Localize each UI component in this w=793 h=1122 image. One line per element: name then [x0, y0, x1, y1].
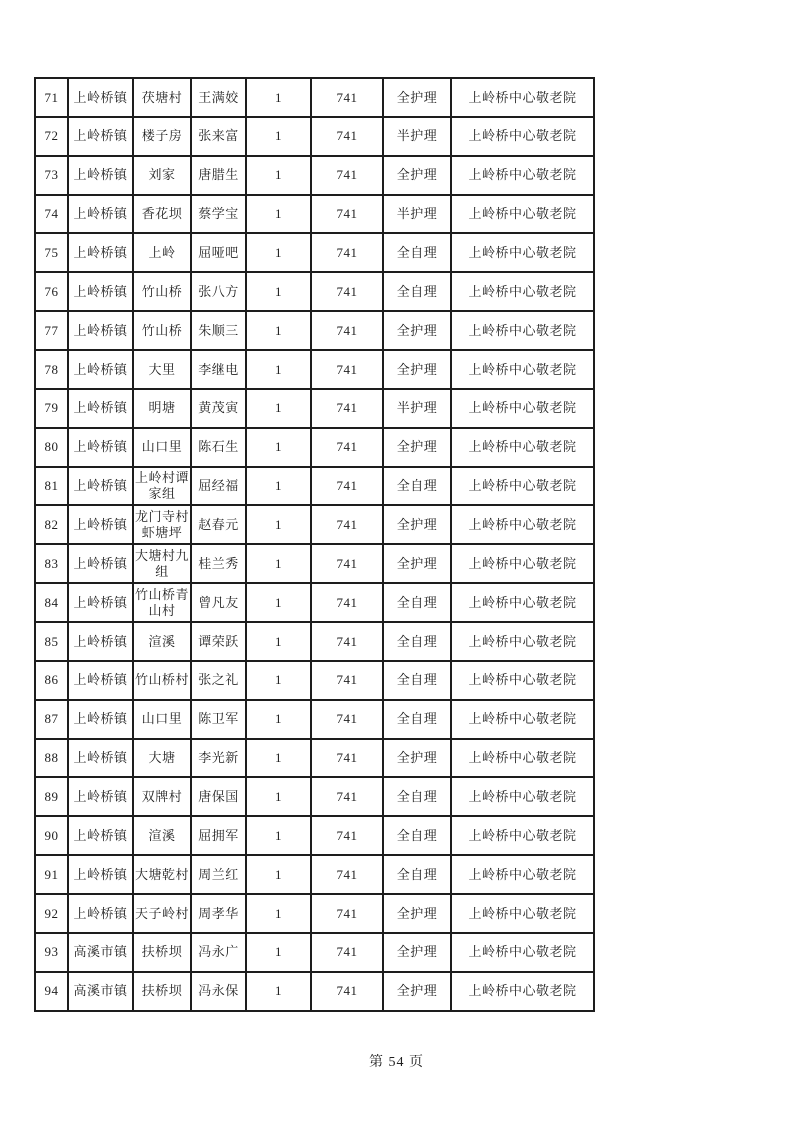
cell-seq: 85: [35, 622, 68, 661]
cell-amount: 741: [311, 544, 383, 583]
table-row: [35, 894, 594, 933]
cell-care-level: 全自理: [383, 855, 451, 894]
cell-town: 上岭桥镇: [68, 233, 133, 272]
cell-care-level: 全护理: [383, 505, 451, 544]
cell-town: 上岭桥镇: [68, 78, 133, 117]
cell-town: 上岭桥镇: [68, 428, 133, 467]
cell-amount: 741: [311, 505, 383, 544]
cell-village: 茯塘村: [133, 78, 191, 117]
cell-town: 上岭桥镇: [68, 505, 133, 544]
cell-facility: 上岭桥中心敬老院: [451, 972, 594, 1011]
cell-amount: 741: [311, 583, 383, 622]
cell-care-level: 全自理: [383, 467, 451, 506]
cell-seq: 91: [35, 855, 68, 894]
cell-care-level: 全护理: [383, 350, 451, 389]
cell-care-level: 全护理: [383, 739, 451, 778]
cell-care-level: 全自理: [383, 700, 451, 739]
cell-village: 龙门寺村虾塘坪: [133, 505, 191, 544]
cell-village: 大塘乾村: [133, 855, 191, 894]
cell-facility: 上岭桥中心敬老院: [451, 350, 594, 389]
cell-town: 上岭桥镇: [68, 389, 133, 428]
table-row: [35, 272, 594, 311]
cell-name: 张之礼: [191, 661, 246, 700]
cell-count: 1: [246, 894, 311, 933]
cell-amount: 741: [311, 78, 383, 117]
table-row: [35, 505, 594, 544]
cell-name: 周孝华: [191, 894, 246, 933]
cell-seq: 82: [35, 505, 68, 544]
cell-care-level: 全自理: [383, 777, 451, 816]
cell-town: 上岭桥镇: [68, 272, 133, 311]
cell-amount: 741: [311, 661, 383, 700]
cell-count: 1: [246, 233, 311, 272]
cell-care-level: 全护理: [383, 544, 451, 583]
table-row: [35, 156, 594, 195]
cell-count: 1: [246, 972, 311, 1011]
cell-name: 屈经福: [191, 467, 246, 506]
cell-count: 1: [246, 78, 311, 117]
cell-care-level: 全护理: [383, 428, 451, 467]
table-row: [35, 195, 594, 234]
cell-name: 屈哑吧: [191, 233, 246, 272]
cell-village: 山口里: [133, 428, 191, 467]
cell-name: 黄茂寅: [191, 389, 246, 428]
cell-care-level: 半护理: [383, 389, 451, 428]
cell-amount: 741: [311, 389, 383, 428]
cell-care-level: 全护理: [383, 156, 451, 195]
cell-seq: 75: [35, 233, 68, 272]
cell-facility: 上岭桥中心敬老院: [451, 777, 594, 816]
cell-count: 1: [246, 739, 311, 778]
table-row: [35, 583, 594, 622]
cell-name: 冯永广: [191, 933, 246, 972]
cell-count: 1: [246, 467, 311, 506]
cell-town: 上岭桥镇: [68, 583, 133, 622]
cell-town: 上岭桥镇: [68, 816, 133, 855]
cell-name: 张来富: [191, 117, 246, 156]
cell-care-level: 全护理: [383, 311, 451, 350]
cell-seq: 80: [35, 428, 68, 467]
cell-village: 大塘村九组: [133, 544, 191, 583]
cell-amount: 741: [311, 933, 383, 972]
cell-amount: 741: [311, 700, 383, 739]
cell-seq: 74: [35, 195, 68, 234]
cell-name: 周兰红: [191, 855, 246, 894]
cell-village: 渲溪: [133, 622, 191, 661]
cell-name: 张八方: [191, 272, 246, 311]
cell-amount: 741: [311, 739, 383, 778]
cell-seq: 73: [35, 156, 68, 195]
cell-town: 上岭桥镇: [68, 117, 133, 156]
cell-amount: 741: [311, 467, 383, 506]
cell-name: 赵春元: [191, 505, 246, 544]
table-row: [35, 78, 594, 117]
page-number: 第 54 页: [369, 1055, 424, 1070]
cell-village: 竹山桥: [133, 272, 191, 311]
cell-town: 上岭桥镇: [68, 855, 133, 894]
cell-amount: 741: [311, 195, 383, 234]
cell-town: 上岭桥镇: [68, 467, 133, 506]
cell-name: 李光新: [191, 739, 246, 778]
cell-count: 1: [246, 195, 311, 234]
table-row: [35, 739, 594, 778]
table-row: [35, 972, 594, 1011]
cell-name: 谭荣跃: [191, 622, 246, 661]
cell-count: 1: [246, 505, 311, 544]
cell-amount: 741: [311, 622, 383, 661]
cell-count: 1: [246, 855, 311, 894]
cell-village: 明塘: [133, 389, 191, 428]
cell-seq: 79: [35, 389, 68, 428]
table-row: [35, 661, 594, 700]
cell-village: 竹山桥村: [133, 661, 191, 700]
cell-seq: 83: [35, 544, 68, 583]
cell-seq: 90: [35, 816, 68, 855]
cell-seq: 92: [35, 894, 68, 933]
cell-facility: 上岭桥中心敬老院: [451, 467, 594, 506]
table-row: [35, 311, 594, 350]
cell-facility: 上岭桥中心敬老院: [451, 816, 594, 855]
residents-table-body: [35, 78, 594, 1011]
table-row: [35, 233, 594, 272]
cell-care-level: 全自理: [383, 272, 451, 311]
cell-amount: 741: [311, 117, 383, 156]
cell-village: 天子岭村: [133, 894, 191, 933]
table-row: [35, 389, 594, 428]
cell-village: 山口里: [133, 700, 191, 739]
cell-facility: 上岭桥中心敬老院: [451, 195, 594, 234]
cell-facility: 上岭桥中心敬老院: [451, 272, 594, 311]
cell-seq: 93: [35, 933, 68, 972]
cell-name: 冯永保: [191, 972, 246, 1011]
cell-amount: 741: [311, 311, 383, 350]
cell-name: 王满姣: [191, 78, 246, 117]
cell-care-level: 全自理: [383, 233, 451, 272]
cell-town: 高溪市镇: [68, 933, 133, 972]
cell-count: 1: [246, 311, 311, 350]
table-row: [35, 777, 594, 816]
cell-name: 蔡学宝: [191, 195, 246, 234]
cell-village: 竹山桥: [133, 311, 191, 350]
cell-count: 1: [246, 156, 311, 195]
cell-village: 大里: [133, 350, 191, 389]
cell-amount: 741: [311, 428, 383, 467]
cell-count: 1: [246, 622, 311, 661]
cell-village: 上岭: [133, 233, 191, 272]
cell-care-level: 全自理: [383, 622, 451, 661]
cell-name: 唐腊生: [191, 156, 246, 195]
cell-name: 朱顺三: [191, 311, 246, 350]
cell-village: 扶桥坝: [133, 933, 191, 972]
cell-amount: 741: [311, 156, 383, 195]
cell-facility: 上岭桥中心敬老院: [451, 739, 594, 778]
residents-table: [34, 77, 595, 1012]
cell-facility: 上岭桥中心敬老院: [451, 505, 594, 544]
cell-seq: 81: [35, 467, 68, 506]
cell-town: 上岭桥镇: [68, 311, 133, 350]
cell-village: 楼子房: [133, 117, 191, 156]
cell-facility: 上岭桥中心敬老院: [451, 583, 594, 622]
cell-seq: 76: [35, 272, 68, 311]
cell-count: 1: [246, 428, 311, 467]
cell-seq: 94: [35, 972, 68, 1011]
cell-facility: 上岭桥中心敬老院: [451, 389, 594, 428]
cell-seq: 72: [35, 117, 68, 156]
table-row: [35, 855, 594, 894]
cell-facility: 上岭桥中心敬老院: [451, 117, 594, 156]
cell-facility: 上岭桥中心敬老院: [451, 855, 594, 894]
cell-facility: 上岭桥中心敬老院: [451, 661, 594, 700]
cell-seq: 71: [35, 78, 68, 117]
cell-village: 上岭村谭家组: [133, 467, 191, 506]
cell-village: 渲溪: [133, 816, 191, 855]
cell-count: 1: [246, 272, 311, 311]
cell-care-level: 半护理: [383, 195, 451, 234]
cell-facility: 上岭桥中心敬老院: [451, 700, 594, 739]
cell-count: 1: [246, 816, 311, 855]
cell-name: 陈石生: [191, 428, 246, 467]
cell-town: 上岭桥镇: [68, 156, 133, 195]
cell-care-level: 全护理: [383, 78, 451, 117]
cell-village: 扶桥坝: [133, 972, 191, 1011]
cell-amount: 741: [311, 816, 383, 855]
table-row: [35, 700, 594, 739]
cell-count: 1: [246, 933, 311, 972]
cell-seq: 89: [35, 777, 68, 816]
cell-town: 上岭桥镇: [68, 777, 133, 816]
cell-name: 陈卫军: [191, 700, 246, 739]
cell-seq: 87: [35, 700, 68, 739]
cell-facility: 上岭桥中心敬老院: [451, 544, 594, 583]
cell-facility: 上岭桥中心敬老院: [451, 428, 594, 467]
table-row: [35, 117, 594, 156]
table-row: [35, 467, 594, 506]
cell-village: 大塘: [133, 739, 191, 778]
cell-facility: 上岭桥中心敬老院: [451, 933, 594, 972]
cell-seq: 77: [35, 311, 68, 350]
cell-amount: 741: [311, 972, 383, 1011]
cell-name: 唐保国: [191, 777, 246, 816]
cell-name: 桂兰秀: [191, 544, 246, 583]
cell-care-level: 全护理: [383, 894, 451, 933]
cell-name: 曾凡友: [191, 583, 246, 622]
cell-amount: 741: [311, 855, 383, 894]
cell-count: 1: [246, 389, 311, 428]
table-row: [35, 816, 594, 855]
cell-facility: 上岭桥中心敬老院: [451, 622, 594, 661]
cell-town: 上岭桥镇: [68, 739, 133, 778]
cell-amount: 741: [311, 894, 383, 933]
table-row: [35, 350, 594, 389]
cell-care-level: 全自理: [383, 816, 451, 855]
cell-facility: 上岭桥中心敬老院: [451, 894, 594, 933]
cell-care-level: 全护理: [383, 972, 451, 1011]
cell-count: 1: [246, 544, 311, 583]
cell-town: 上岭桥镇: [68, 350, 133, 389]
cell-town: 上岭桥镇: [68, 700, 133, 739]
cell-village: 双牌村: [133, 777, 191, 816]
cell-town: 上岭桥镇: [68, 544, 133, 583]
cell-amount: 741: [311, 350, 383, 389]
cell-count: 1: [246, 350, 311, 389]
cell-facility: 上岭桥中心敬老院: [451, 233, 594, 272]
cell-name: 屈拥军: [191, 816, 246, 855]
cell-seq: 86: [35, 661, 68, 700]
cell-town: 上岭桥镇: [68, 894, 133, 933]
table-row: [35, 933, 594, 972]
cell-facility: 上岭桥中心敬老院: [451, 156, 594, 195]
table-row: [35, 544, 594, 583]
cell-facility: 上岭桥中心敬老院: [451, 78, 594, 117]
cell-amount: 741: [311, 272, 383, 311]
cell-count: 1: [246, 700, 311, 739]
cell-village: 刘家: [133, 156, 191, 195]
cell-town: 上岭桥镇: [68, 195, 133, 234]
cell-care-level: 全自理: [383, 583, 451, 622]
cell-town: 上岭桥镇: [68, 661, 133, 700]
table-row: [35, 622, 594, 661]
cell-seq: 78: [35, 350, 68, 389]
cell-village: 香花坝: [133, 195, 191, 234]
cell-care-level: 全护理: [383, 933, 451, 972]
cell-count: 1: [246, 777, 311, 816]
cell-village: 竹山桥青山村: [133, 583, 191, 622]
cell-seq: 88: [35, 739, 68, 778]
cell-count: 1: [246, 661, 311, 700]
cell-care-level: 半护理: [383, 117, 451, 156]
cell-town: 高溪市镇: [68, 972, 133, 1011]
cell-care-level: 全自理: [383, 661, 451, 700]
cell-amount: 741: [311, 233, 383, 272]
cell-count: 1: [246, 583, 311, 622]
cell-facility: 上岭桥中心敬老院: [451, 311, 594, 350]
cell-town: 上岭桥镇: [68, 622, 133, 661]
cell-count: 1: [246, 117, 311, 156]
cell-amount: 741: [311, 777, 383, 816]
cell-name: 李继电: [191, 350, 246, 389]
cell-seq: 84: [35, 583, 68, 622]
table-row: [35, 428, 594, 467]
